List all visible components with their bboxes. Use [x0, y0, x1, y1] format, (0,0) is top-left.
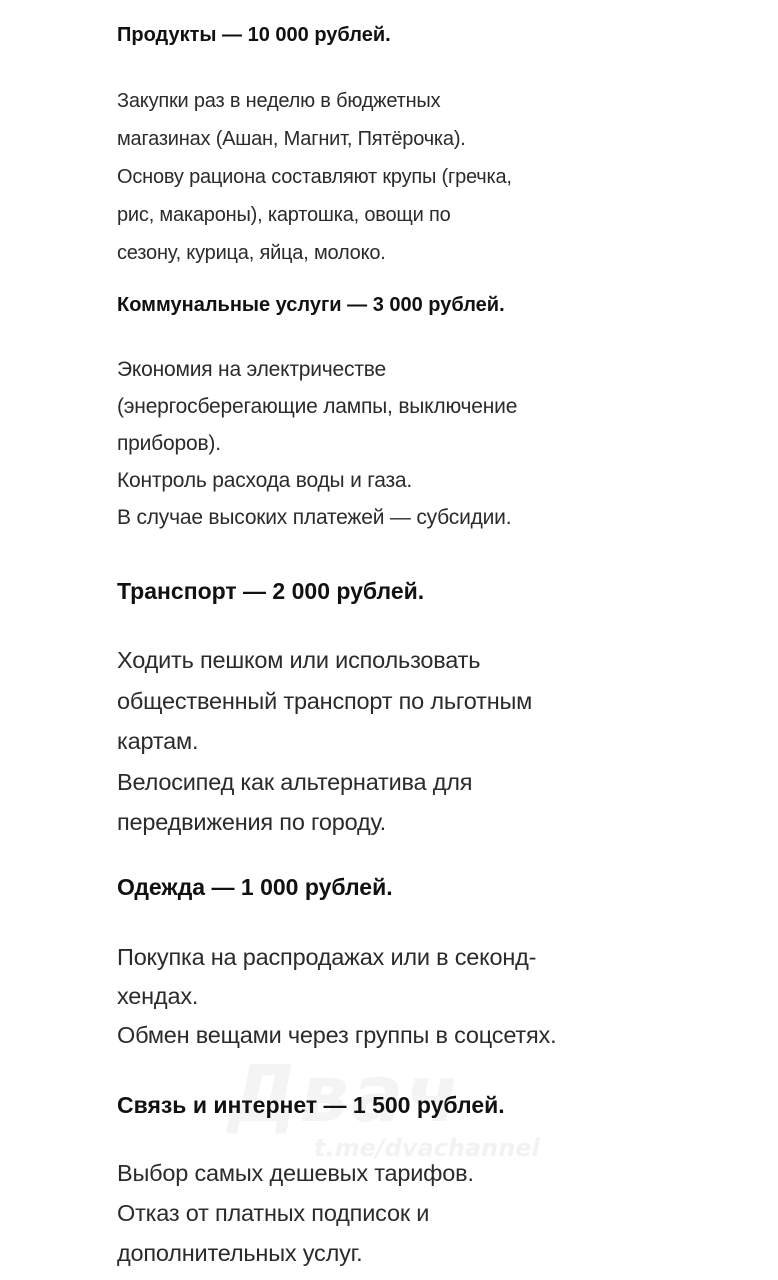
body-line: приборов). — [117, 432, 221, 455]
section-heading: Транспорт — 2 000 рублей. — [117, 578, 425, 604]
section-body — [117, 938, 556, 1055]
body-line: (энергосберегающие лампы, выключение — [117, 395, 518, 418]
section-body — [117, 640, 532, 843]
body-line: Основу рациона составляют крупы (гречка, — [117, 166, 512, 188]
body-line: В случае высоких платежей — субсидии. — [117, 506, 512, 529]
section-body — [117, 82, 512, 272]
body-line: Покупка на распродажах или в секонд- — [117, 944, 537, 970]
body-line: передвижения по городу. — [117, 809, 387, 835]
body-line: сезону, курица, яйца, молоко. — [117, 242, 386, 264]
body-line: Ходить пешком или использовать — [117, 647, 481, 673]
body-line: рис, макароны), картошка, овощи по — [117, 204, 451, 226]
body-line: Отказ от платных подписок и — [117, 1200, 430, 1226]
section-heading: Одежда — 1 000 рублей. — [117, 874, 393, 900]
watermark-url: t.me/dvachannel — [314, 1134, 540, 1162]
body-line: Контроль расхода воды и газа. — [117, 469, 413, 492]
body-line: Выбор самых дешевых тарифов. — [117, 1160, 474, 1186]
body-line: Обмен вещами через группы в соцсетях. — [117, 1022, 557, 1048]
body-line: Велосипед как альтернатива для — [117, 768, 473, 795]
section-heading: Коммунальные услуги — 3 000 рублей. — [117, 294, 505, 316]
body-line: дополнительных услуг. — [117, 1240, 363, 1266]
section-body — [117, 1153, 474, 1273]
section-body — [117, 351, 517, 536]
body-line: Экономия на электричестве — [117, 358, 386, 381]
body-line: хендах. — [117, 983, 199, 1009]
body-line: Закупки раз в неделю в бюджетных — [117, 90, 441, 112]
body-line: общественный транспорт по льготным — [117, 687, 533, 714]
body-line: магазинах (Ашан, Магнит, Пятёрочка). — [117, 128, 466, 150]
body-line: картам. — [117, 728, 199, 754]
section-heading: Связь и интернет — 1 500 рублей. — [117, 1092, 505, 1118]
section-heading: Продукты — 10 000 рублей. — [117, 24, 391, 46]
